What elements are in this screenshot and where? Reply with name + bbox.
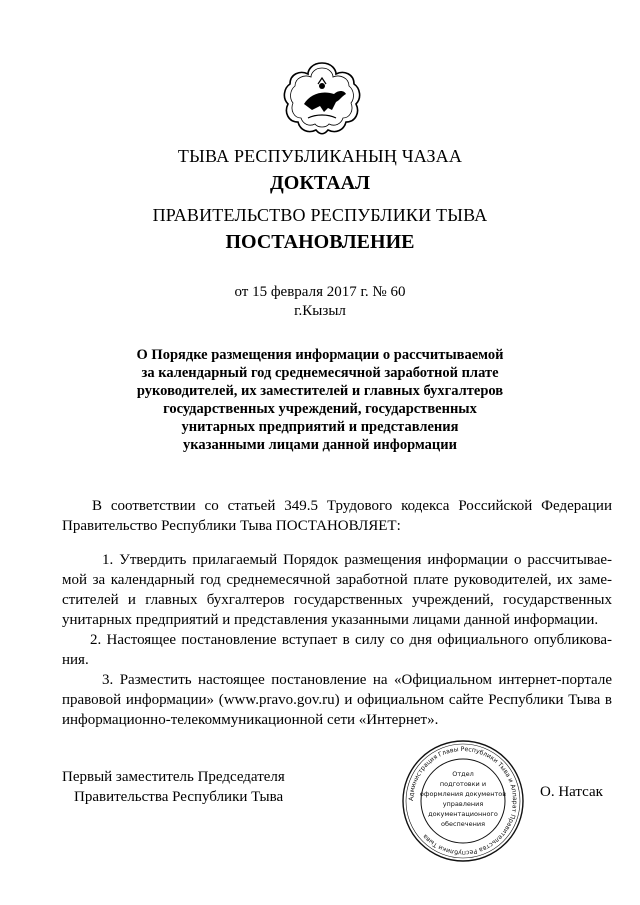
signatory-position-line2: Правительства Республики Тыва: [74, 789, 284, 805]
stamp-inner-line: Отдел: [452, 770, 474, 778]
title-line: государственных учреждений, государственных: [163, 401, 477, 417]
document-city: г.Кызыл: [294, 303, 346, 319]
stamp-inner-line: документационного: [428, 810, 498, 818]
stamp-inner-line: подготовки и: [439, 780, 487, 788]
stamp-inner-line: управления: [442, 800, 484, 808]
coat-of-arms-emblem: [282, 60, 362, 136]
body-item-2: 2. Настоящее постановление вступает в силу со дня официального опубликова-ния.: [62, 632, 612, 668]
header-tuvan-doc-type: ДОКТААЛ: [270, 172, 370, 194]
stamp-inner-line: оформления документов: [419, 790, 507, 798]
body-item-1: 1. Утвердить прилагаемый Порядок размещения информации о рассчитывае-мой за календарный год среднемесячной заработной плате руководителей, их заме-стителей и главных бухгалтеров государственных учреждений, государственных унитарных предприятий и представления указанными лицами данной информации.: [62, 552, 612, 628]
title-line: руководителей, их заместителей и главных бухгалтеров: [136, 383, 504, 399]
document-title: [120, 346, 520, 454]
title-line: за календарный год среднемесячной заработной плате: [141, 365, 499, 381]
signatory-name: О. Натсак: [540, 784, 603, 800]
header-government: ПРАВИТЕЛЬСТВО РЕСПУБЛИКИ ТЫВА: [152, 205, 488, 225]
title-line: указанными лицами данной информации: [183, 437, 457, 453]
stamp-inner-line: обеспечения: [440, 820, 486, 828]
signatory-position: [62, 767, 285, 807]
stamp-ring-text: Администрация Главы Республики Тыва и Аппарат Правительства Республики Тыва: [407, 745, 519, 857]
body-intro-paragraph: В соответствии со статьей 349.5 Трудового кодекса Российской Федерации Правительство Республики Тыва ПОСТАНОВЛЯЕТ:: [62, 498, 612, 534]
header-tuvan-government: ТЫВА РЕСПУБЛИКАНЫҢ ЧАЗАА: [177, 146, 463, 166]
document-date-number: от 15 февраля 2017 г. № 60: [234, 284, 406, 300]
title-line: О Порядке размещения информации о рассчитываемой: [136, 347, 504, 363]
signatory-position-line1: Первый заместитель Председателя: [62, 769, 285, 785]
official-stamp: [400, 738, 526, 864]
body-item-3: 3. Разместить настоящее постановление на «Официальном интернет-портале правовой информации» (www.pravo.gov.ru) и официальном сайте Республики Тыва в информационно-телекоммуникационной сети «Интернет».: [62, 672, 612, 728]
title-line: унитарных предприятий и представления: [181, 419, 459, 435]
header-doc-type: ПОСТАНОВЛЕНИЕ: [225, 231, 415, 253]
